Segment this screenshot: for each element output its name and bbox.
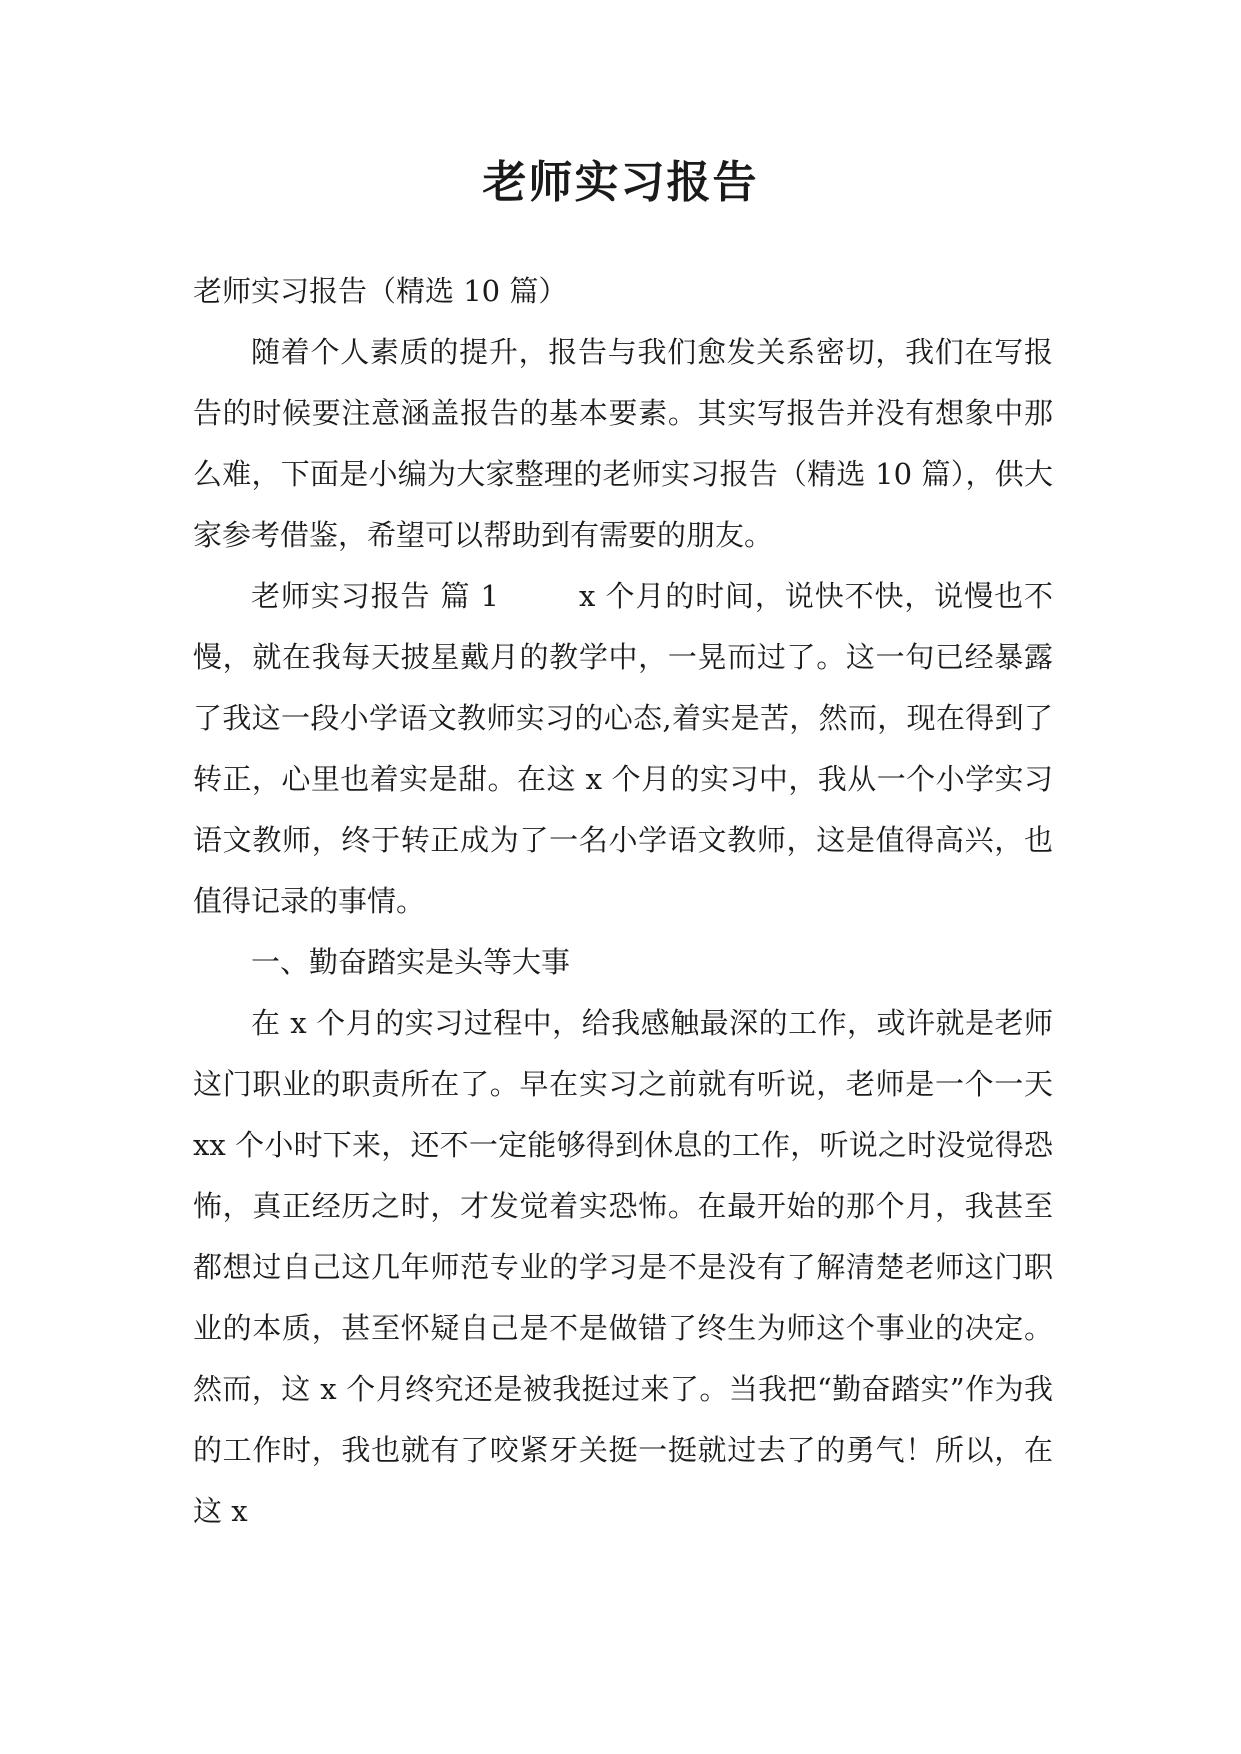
document-body [193, 261, 1053, 1542]
intro-paragraph: 随着个人素质的提升，报告与我们愈发关系密切，我们在写报告的时候要注意涵盖报告的基本要素。其实写报告并没有想象中那么难，下面是小编为大家整理的老师实习报告（精选 10 篇），供大家参考借鉴，希望可以帮助到有需要的朋友。 [193, 335, 1053, 552]
document-title: 老师实习报告 [482, 157, 759, 208]
section-1-paragraph [193, 566, 1053, 932]
section-1-heading: 老师实习报告 篇 1 [251, 579, 499, 613]
point-1-heading: 一、勤奋踏实是头等大事 [251, 945, 571, 979]
point-1-paragraph: 在 x 个月的实习过程中，给我感触最深的工作，或许就是老师这门职业的职责所在了。早在实习之前就有听说，老师是一个一天 xx 个小时下来，还不一定能够得到休息的工作，听说之时没觉得恐怖，真正经历之时，才发觉着实恐怖。在最开始的那个月，我甚至都想过自己这几年师范专业的学习是不是没有了解清楚老师这门职业的本质，甚至怀疑自己是不是做错了终生为师这个事业的决定。然而，这 x 个月终究还是被我挺过来了。当我把“勤奋踏实”作为我的工作时，我也就有了咬紧牙关挺一挺就过去了的勇气！所以，在这 x [193, 1006, 1053, 1528]
section-1-text: x 个月的时间，说快不快，说慢也不慢，就在我每天披星戴月的教学中，一晃而过了。这一句已经暴露了我这一段小学语文教师实习的心态,着实是苦，然而，现在得到了转正，心里也着实是甜。在这 x 个月的实习中，我从一个小学实习语文教师，终于转正成为了一名小学语文教师，这是值得高兴，也值得记录的事情。 [193, 579, 1053, 918]
document-subtitle: 老师实习报告（精选 10 篇） [193, 274, 568, 308]
